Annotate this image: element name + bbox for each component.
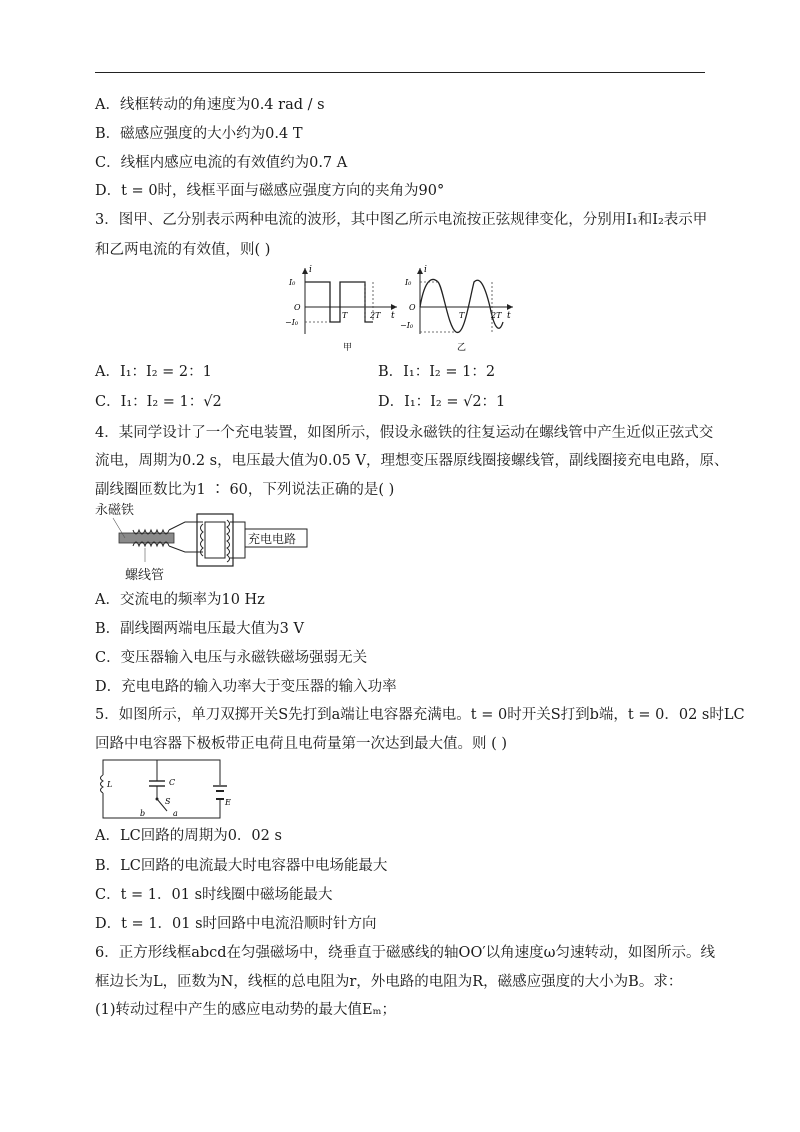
- jia-neg-i0-label: −I₀: [285, 318, 299, 327]
- yi-t-tick: T: [459, 311, 465, 320]
- q4-option-c: C．变压器输入电压与永磁铁磁场强弱无关: [95, 650, 368, 666]
- yi-caption: 乙: [457, 343, 467, 353]
- q5-option-d: D．t = 1．01 s时回路中电流沿顺时针方向: [95, 916, 377, 932]
- label-s: S: [165, 797, 171, 806]
- yi-t-label: t: [507, 311, 511, 321]
- jia-t-tick: T: [342, 311, 348, 320]
- jia-i-label: i: [309, 265, 312, 275]
- solenoid-label: 螺线管: [125, 568, 165, 583]
- q5-stem-line1: 5．如图所示，单刀双掷开关S先打到a端让电容器充满电。t = 0时开关S打到b端，t = 0．02 s时LC: [95, 707, 745, 723]
- header-rule: [95, 72, 705, 73]
- q3-stem-line1: 3．图甲、乙分别表示两种电流的波形，其中图乙所示电流按正弦规律变化，分别用I₁和I₂表示甲: [95, 212, 708, 228]
- jia-2t-tick: 2T: [370, 311, 381, 320]
- q3-stem-line2: 和乙两电流的有效值，则( ): [95, 242, 271, 258]
- jia-t-label: t: [391, 311, 395, 321]
- q3-option-c: C．I₁：I₂ = 1：√2: [95, 394, 222, 410]
- q4-option-a: A．交流电的频率为10 Hz: [95, 592, 265, 608]
- q4-figure: [95, 502, 325, 582]
- jia-o-label: O: [294, 303, 301, 312]
- lc-circuit-diagram: [95, 755, 245, 825]
- yi-i0-label: I₀: [405, 278, 412, 287]
- graph-yi: [400, 265, 513, 353]
- label-b: b: [140, 809, 146, 818]
- q2-option-b: B．磁感应强度的大小约为0.4 T: [95, 126, 303, 142]
- yi-neg-i0-label: −I₀: [400, 321, 414, 330]
- q5-option-b: B．LC回路的电流最大时电容器中电场能最大: [95, 858, 388, 874]
- q6-stem-line1: 6．正方形线框abcd在匀强磁场中，绕垂直于磁感线的轴OO′以角速度ω匀速转动，如图所示。线: [95, 945, 715, 961]
- q3-option-b: B．I₁：I₂ = 1：2: [378, 364, 496, 380]
- magnet-label: 永磁铁: [95, 503, 135, 518]
- q2-option-c: C．线框内感应电流的有效值约为0.7 A: [95, 155, 348, 171]
- yi-o-label: O: [409, 303, 416, 312]
- waveform-graphs: [285, 262, 515, 357]
- charger-label: 充电电路: [248, 532, 297, 546]
- q4-stem-line3: 副线圈匝数比为1 ∶ 60，下列说法正确的是( ): [95, 482, 395, 498]
- q4-stem-line1: 4．某同学设计了一个充电装置，如图所示，假设永磁铁的往复运动在螺线管中产生近似正弦式交: [95, 425, 714, 441]
- q5-stem-line2: 回路中电容器下极板带正电荷且电荷量第一次达到最大值。则 ( ): [95, 736, 508, 752]
- q6-sub1: (1)转动过程中产生的感应电动势的最大值Eₘ；: [95, 1002, 397, 1018]
- q2-option-d: D．t = 0时，线框平面与磁感应强度方向的夹角为90°: [95, 183, 445, 199]
- q5-option-a: A．LC回路的周期为0．02 s: [95, 828, 282, 844]
- jia-i0-label: I₀: [289, 278, 296, 287]
- label-c: C: [169, 778, 176, 787]
- q3-figure: [285, 262, 515, 357]
- label-a: a: [173, 809, 178, 818]
- q5-option-c: C．t = 1．01 s时线圈中磁场能最大: [95, 887, 333, 903]
- q4-stem-line2: 流电，周期为0.2 s，电压最大值为0.05 V，理想变压器原线圈接螺线管，副线圈接充电电路，原、: [95, 453, 729, 469]
- q6-stem-line2: 框边长为L，匝数为N，线框的总电阻为r，外电路的电阻为R，磁感应强度的大小为B。求：: [95, 974, 683, 990]
- q3-option-a: A．I₁：I₂ = 2：1: [95, 364, 212, 380]
- q5-figure: [95, 755, 245, 825]
- yi-i-label: i: [424, 265, 427, 275]
- graph-jia: [285, 265, 397, 353]
- yi-2t-tick: 2T: [491, 311, 502, 320]
- label-l: L: [107, 780, 113, 789]
- q4-option-d: D．充电电路的输入功率大于变压器的输入功率: [95, 679, 397, 695]
- label-e: E: [225, 798, 231, 807]
- q4-option-b: B．副线圈两端电压最大值为3 V: [95, 621, 304, 637]
- jia-caption: 甲: [343, 343, 353, 353]
- q2-option-a: A．线框转动的角速度为0.4 rad / s: [95, 97, 325, 113]
- q3-option-d: D．I₁：I₂ = √2：1: [378, 394, 506, 410]
